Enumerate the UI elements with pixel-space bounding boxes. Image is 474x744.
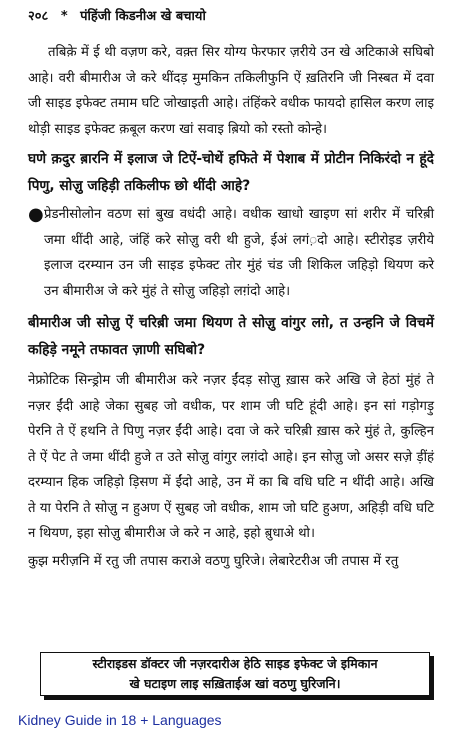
question-heading-2: बीमारीअ जी सोजु़ ऐं चरिब़ी जमा थियण ते सोजु़ वांगुर लग़े, त उन्हनि जे विचमें कहिड़े नमूने तफावत ज़ाणी सघिबो? [28,315,434,358]
page-header [28,6,206,24]
bullet-dot-icon: ● [28,204,44,225]
highlight-line-2: खे घटाइण लाइ सख़िताईअ खां वठणु घुरिजनि। [129,676,341,691]
paragraph-2: नेफ्रोटिक सिन्ड्रोम जी बीमारीअ करे नज़र ईंदड़ सोजु़ ख़ास करे अखि जे हेठां मुंहं ते नज़र ईंदी आहे जेका सुबह जो वधीक, पर शाम जी घटि हूंदी आहे। इन सां गड़ोगड़ु पेरनि ते ऐं हथनि ते पिणु नज़र ईंदी आहे। दवा जे करे चरिब़ी ख़ास करे मुंहं ते, कुल्हिन ते ऐं पेट ते जमा थींदी हुजे त उते सोजु़ वांगुर लग़ंदो आहे। इन सोजु़ जो असर सजे़ ड़ींहं दरम्यान हिक जहिड़ो ड़िसण में ईंदो आहे, उन में का बि वधि घटि न थींदी आहे। अखि ते या पेरनि ते सोजु़ न हुअण ऐं सुबह जो वधीक, शाम जो घटि हुअण, अहिड़ी वधि घटि न थियण, इहा सोजु़ बीमारीअ जे करे न आहे, इहो ब़ुधाअे थो। [28,373,434,541]
bullet-text: प्रेडनीसोलोन वठण सां बुख वधंदी आहे। वधीक खाधो खाइण सां शरीर में चरिब़ी जमा थींदी आहे, जंहिं करे सोजु़ वरी थी हुजे, ईअं लगं़दो आहे। स्टीरोइड ज़रीये इलाज दरम्यान उन जी साइड इफेक्ट तोर मुंहं चंड जी शिकिल जहिड़ो थियण करे उन बीमारीअ जे करे मुंहं ते सोजु़ जहिड़ो लग़ंदो आहे। [44,207,434,299]
body-column [28,40,434,574]
bullet-item [28,202,434,304]
highlight-line-1: स्टीराइडस डॉक्टर जी नज़रदारीअ हेठि साइड इफेक्ट जे इमिकान [92,656,378,671]
header-separator: * [60,9,68,24]
question-heading-1: घणे क़दुर ब़ारनि में इलाज जे टिऐं-चोथें हफिते में पेशाब में प्रोटीन निकिरंदो न हूंदे पिणु, सोजु़ जहिड़ी तकिलीफ छो थींदी आहे? [28,151,434,194]
paragraph-1: तबिक़े में ई थी वज़ण करे, वक़्त सिर योग्य फेरफार ज़रीये उन खे अटिकाअे सघिबो आहे। वरी बीमारीअ जे करे थींदड़ मुमकिन तकिलीफुनि ऐं ख़तिरनि जी निस्बत में दवा जी साइड इफेक्ट तमाम घटि जोखाइती आहे। तंहिंकरे वधीक फायदो हासिल करण लाइ थोड़ी साइड इफेक्ट क़बूल करण खां सवाइ ब़ियो को रस्तो कोन्हे। [28,45,434,137]
highlight-box [40,652,430,696]
header-title: पंहिंजी किडनीअ खे बचायो [80,9,206,24]
footer-text: Kidney Guide in 18 + Languages [18,712,222,728]
page-number: २०८ [28,9,49,24]
paragraph-3: कुझ मरीज़नि में रतु जी तपास कराअे वठणु घुरिजे। लेबारेटरीअ जी तपास में रतु [28,553,399,569]
